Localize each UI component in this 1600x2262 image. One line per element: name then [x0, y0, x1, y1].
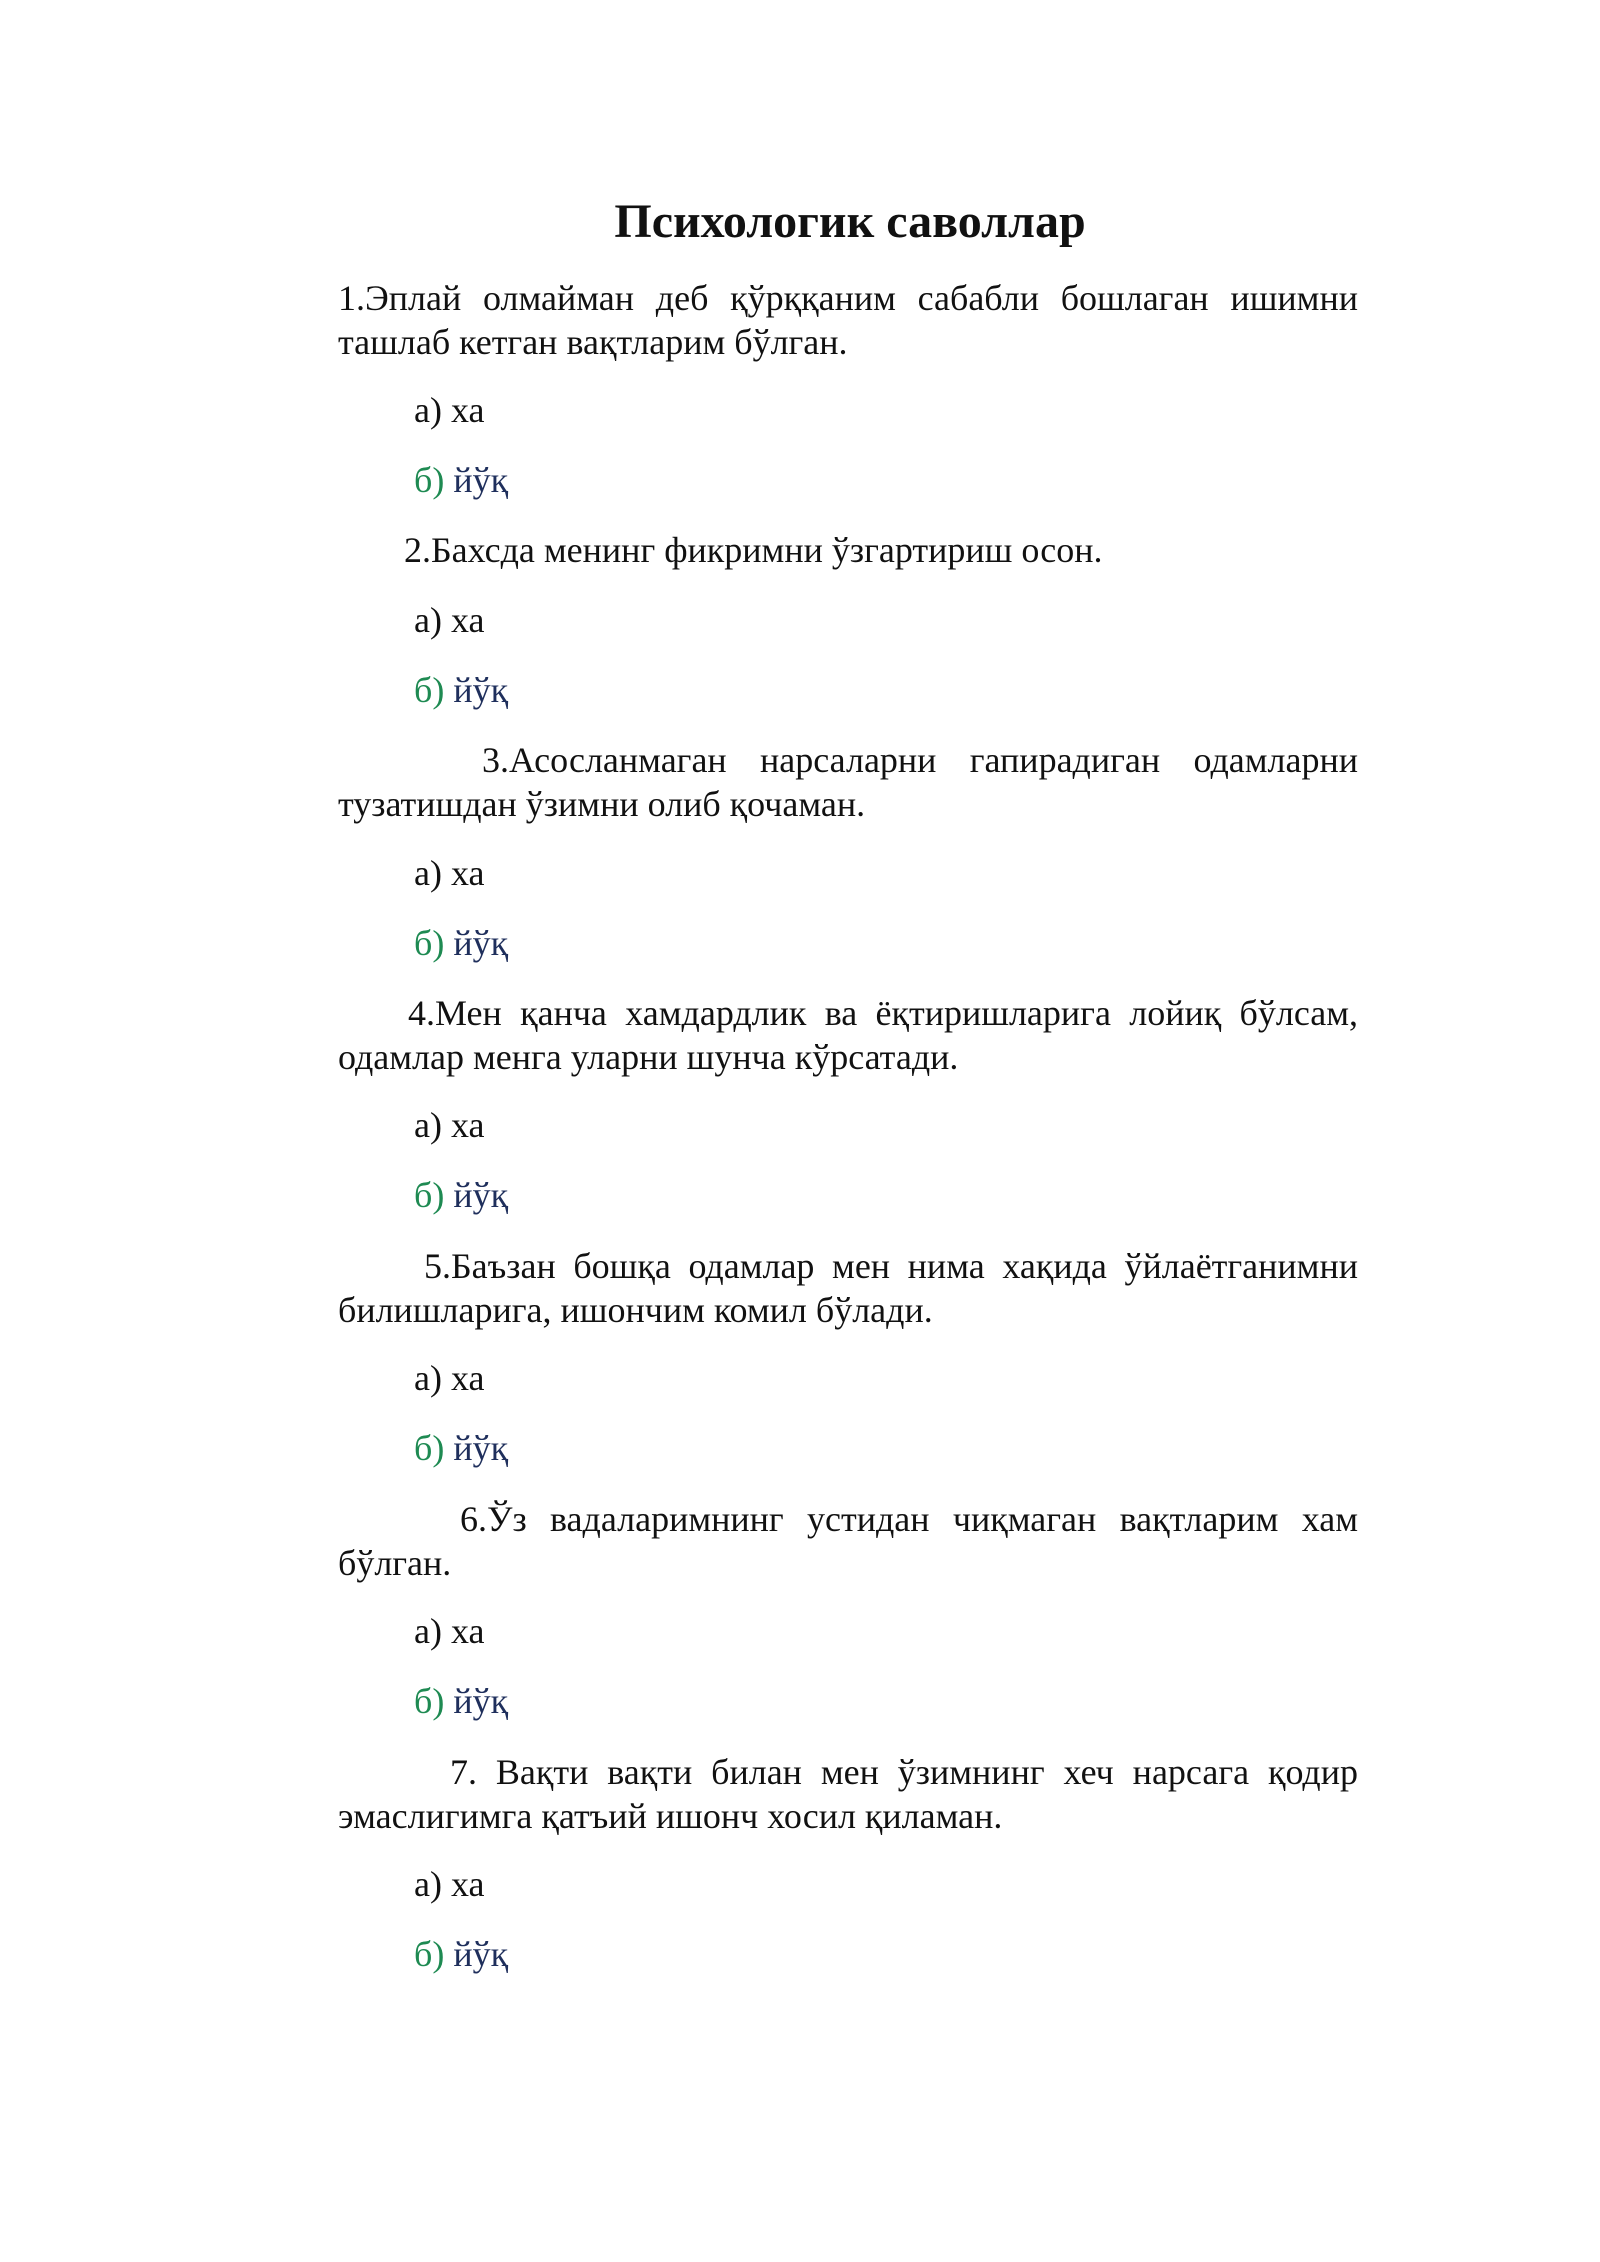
option-b-word: йўқ	[453, 923, 509, 963]
question-6: 6.Ўз вадаларимнинг устидан чиқмаган вақтларим хам бўлган.	[338, 1499, 1358, 1583]
option-b-marker: б)	[414, 1681, 445, 1721]
option-b-marker: б)	[414, 460, 445, 500]
option-b-marker: б)	[414, 670, 445, 710]
option-b-word: йўқ	[453, 1428, 509, 1468]
question-3: 3.Асосланмаган нарсаларни гапирадиган одамларни тузатишдан ўзимни олиб қочаман.	[338, 740, 1358, 824]
option-b-marker: б)	[414, 1934, 445, 1974]
question-4: 4.Мен қанча хамдардлик ва ёқтиришларига лойиқ бўлсам, одамлар менга уларни шунча кўрсатади.	[338, 993, 1358, 1077]
option-b-word: йўқ	[453, 670, 509, 710]
question-6-option-b	[414, 1679, 508, 1723]
question-2-option-a: а) ха	[414, 600, 485, 640]
question-6-option-a: а) ха	[414, 1611, 485, 1651]
question-2: 2.Бахсда менинг фикримни ўзгартириш осон.	[404, 530, 1103, 570]
question-4-option-b	[414, 1173, 508, 1217]
option-b-word: йўқ	[453, 1681, 509, 1721]
option-b-marker: б)	[414, 1428, 445, 1468]
question-1: 1.Эплай олмайман деб қўрққаним сабабли бошлаган ишимни ташлаб кетган вақтларим бўлган.	[338, 278, 1358, 362]
option-b-marker: б)	[414, 1175, 445, 1215]
question-2-option-b	[414, 668, 508, 712]
question-5-option-b	[414, 1426, 508, 1470]
option-b-word: йўқ	[453, 460, 509, 500]
question-5: 5.Баъзан бошқа одамлар мен нима хақида ўйлаётганимни билишларига, ишончим комил бўлади.	[338, 1246, 1358, 1330]
question-1-option-b	[414, 458, 508, 502]
question-3-option-b	[414, 921, 508, 965]
question-1-option-a: а) ха	[414, 390, 485, 430]
question-3-option-a: а) ха	[414, 853, 485, 893]
question-7-option-a: а) ха	[414, 1864, 485, 1904]
question-7-option-b	[414, 1932, 508, 1976]
page-title: Психологик саволлар	[614, 195, 1086, 248]
option-b-word: йўқ	[453, 1175, 509, 1215]
option-b-word: йўқ	[453, 1934, 509, 1974]
option-b-marker: б)	[414, 923, 445, 963]
question-4-option-a: а) ха	[414, 1105, 485, 1145]
question-5-option-a: а) ха	[414, 1358, 485, 1398]
question-7: 7. Вақти вақти билан мен ўзимнинг хеч нарсага қодир эмаслигимга қатъий ишонч хосил қиламан.	[338, 1752, 1358, 1836]
